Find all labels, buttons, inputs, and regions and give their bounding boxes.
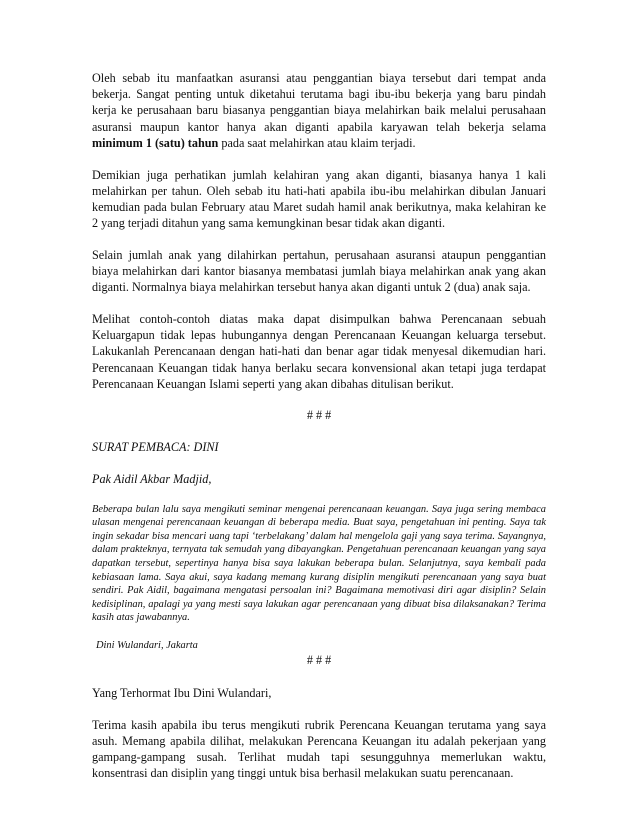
reader-letter-salutation: Pak Aidil Akbar Madjid,	[92, 471, 212, 486]
paragraph-birth-count: Demikian juga perhatikan jumlah kelahiran yang akan diganti, biasanya hanya 1 kali melahirkan per tahun. Oleh sebab itu hati-hati apabila ibu-ibu melahirkan dibulan Januari kemudian pada bulan February atau Maret sudah hamil anak berikutnya, maka kelahiran ke 2 yang terjadi ditahun yang sama kemungkinan besar tidak akan diganti.	[92, 167, 546, 231]
reply-body: Terima kasih apabila ibu terus mengikuti rubrik Perencana Keuangan terutama yang saya asuh. Memang apabila dilihat, melakukan Perencana Keuangan itu adalah pekerjaan yang gampang-gampang susah. Terlihat mudah tapi sesungguhnya memerlukan waktu, konsentrasi dan disiplin yang tinggi untuk bisa berhasil melakukan suatu perencanaan.	[92, 717, 546, 781]
reader-letter-body: Beberapa bulan lalu saya mengikuti seminar mengenai perencanaan keuangan. Saya juga sering membaca ulasan mengenai perencanaan keuangan di beberapa media. Buat saya, pengetahuan ini penting. Saya tak ingin sekadar bisa mencari uang tapi ‘terbelakang’ dalam hal mengelola gaji yang saya terima. Sayangnya, dalam prakteknya, ternyata tak semudah yang dibayangkan. Pengetahuan perencanaan keuangan yang saya dapatkan tersebut, sepertinya hanya bisa saya lakukan beberapa bulan. Selanjutnya, saya kembali pada kebiasaan lama. Saya akui, saya kadang memang kurang disiplin mengikuti perencanaan yang saya buat sendiri. Pak Aidil, bagaimana mengatasi persoalan ini? Bagaimana memotivasi diri agar disiplin? Selain kedisiplinan, apalagi ya yang mesti saya lakukan agar perencanaan yang dibuat bisa dilaksanakan? Terima kasih atas jawabannya.	[92, 503, 546, 624]
paragraph-text: pada saat melahirkan atau klaim terjadi.	[218, 135, 416, 150]
paragraph-insurance-reimbursement	[92, 70, 546, 151]
section-separator: # # #	[306, 408, 332, 423]
section-separator: # # #	[306, 652, 332, 667]
paragraph-child-limit: Selain jumlah anak yang dilahirkan pertahun, perusahaan asuransi ataupun penggantian biaya melahirkan dari kantor biasanya membatasi jumlah biaya melahirkan anak yang akan diganti. Normalnya biaya melahirkan tersebut hanya akan diganti untuk 2 (dua) anak saja.	[92, 247, 546, 295]
bold-minimum-term: minimum 1 (satu) tahun	[92, 135, 219, 150]
paragraph-conclusion: Melihat contoh-contoh diatas maka dapat disimpulkan bahwa Perencanaan sebuah Keluargapun tidak lepas hubungannya dengan Perencanaan Keuangan keluarga tersebut. Lakukanlah Perencanaan dengan hati-hati dan benar agar tidak menyesal dikemudian hari. Perencanaan Keuangan tidak hanya berlaku secara konvensional akan tetapi juga terdapat Perencanaan Keuangan Islami seperti yang akan dibahas ditulisan berikut.	[92, 311, 546, 391]
paragraph-text: Oleh sebab itu manfaatkan asuransi atau penggantian biaya tersebut dari tempat anda bekerja. Sangat penting untuk diketahui terutama bagi ibu-ibu bekerja yang baru pindah kerja ke perusahaan baru biasanya penggantian biaya melahirkan baik melalui perusahaan asuransi maupun kantor hanya akan diganti apabila karyawan telah bekerja selama	[92, 71, 546, 134]
reader-letter-heading: SURAT PEMBACA: DINI	[92, 440, 219, 455]
reply-salutation: Yang Terhormat Ibu Dini Wulandari,	[92, 686, 272, 701]
reader-letter-signer: Dini Wulandari, Jakarta	[96, 639, 198, 651]
